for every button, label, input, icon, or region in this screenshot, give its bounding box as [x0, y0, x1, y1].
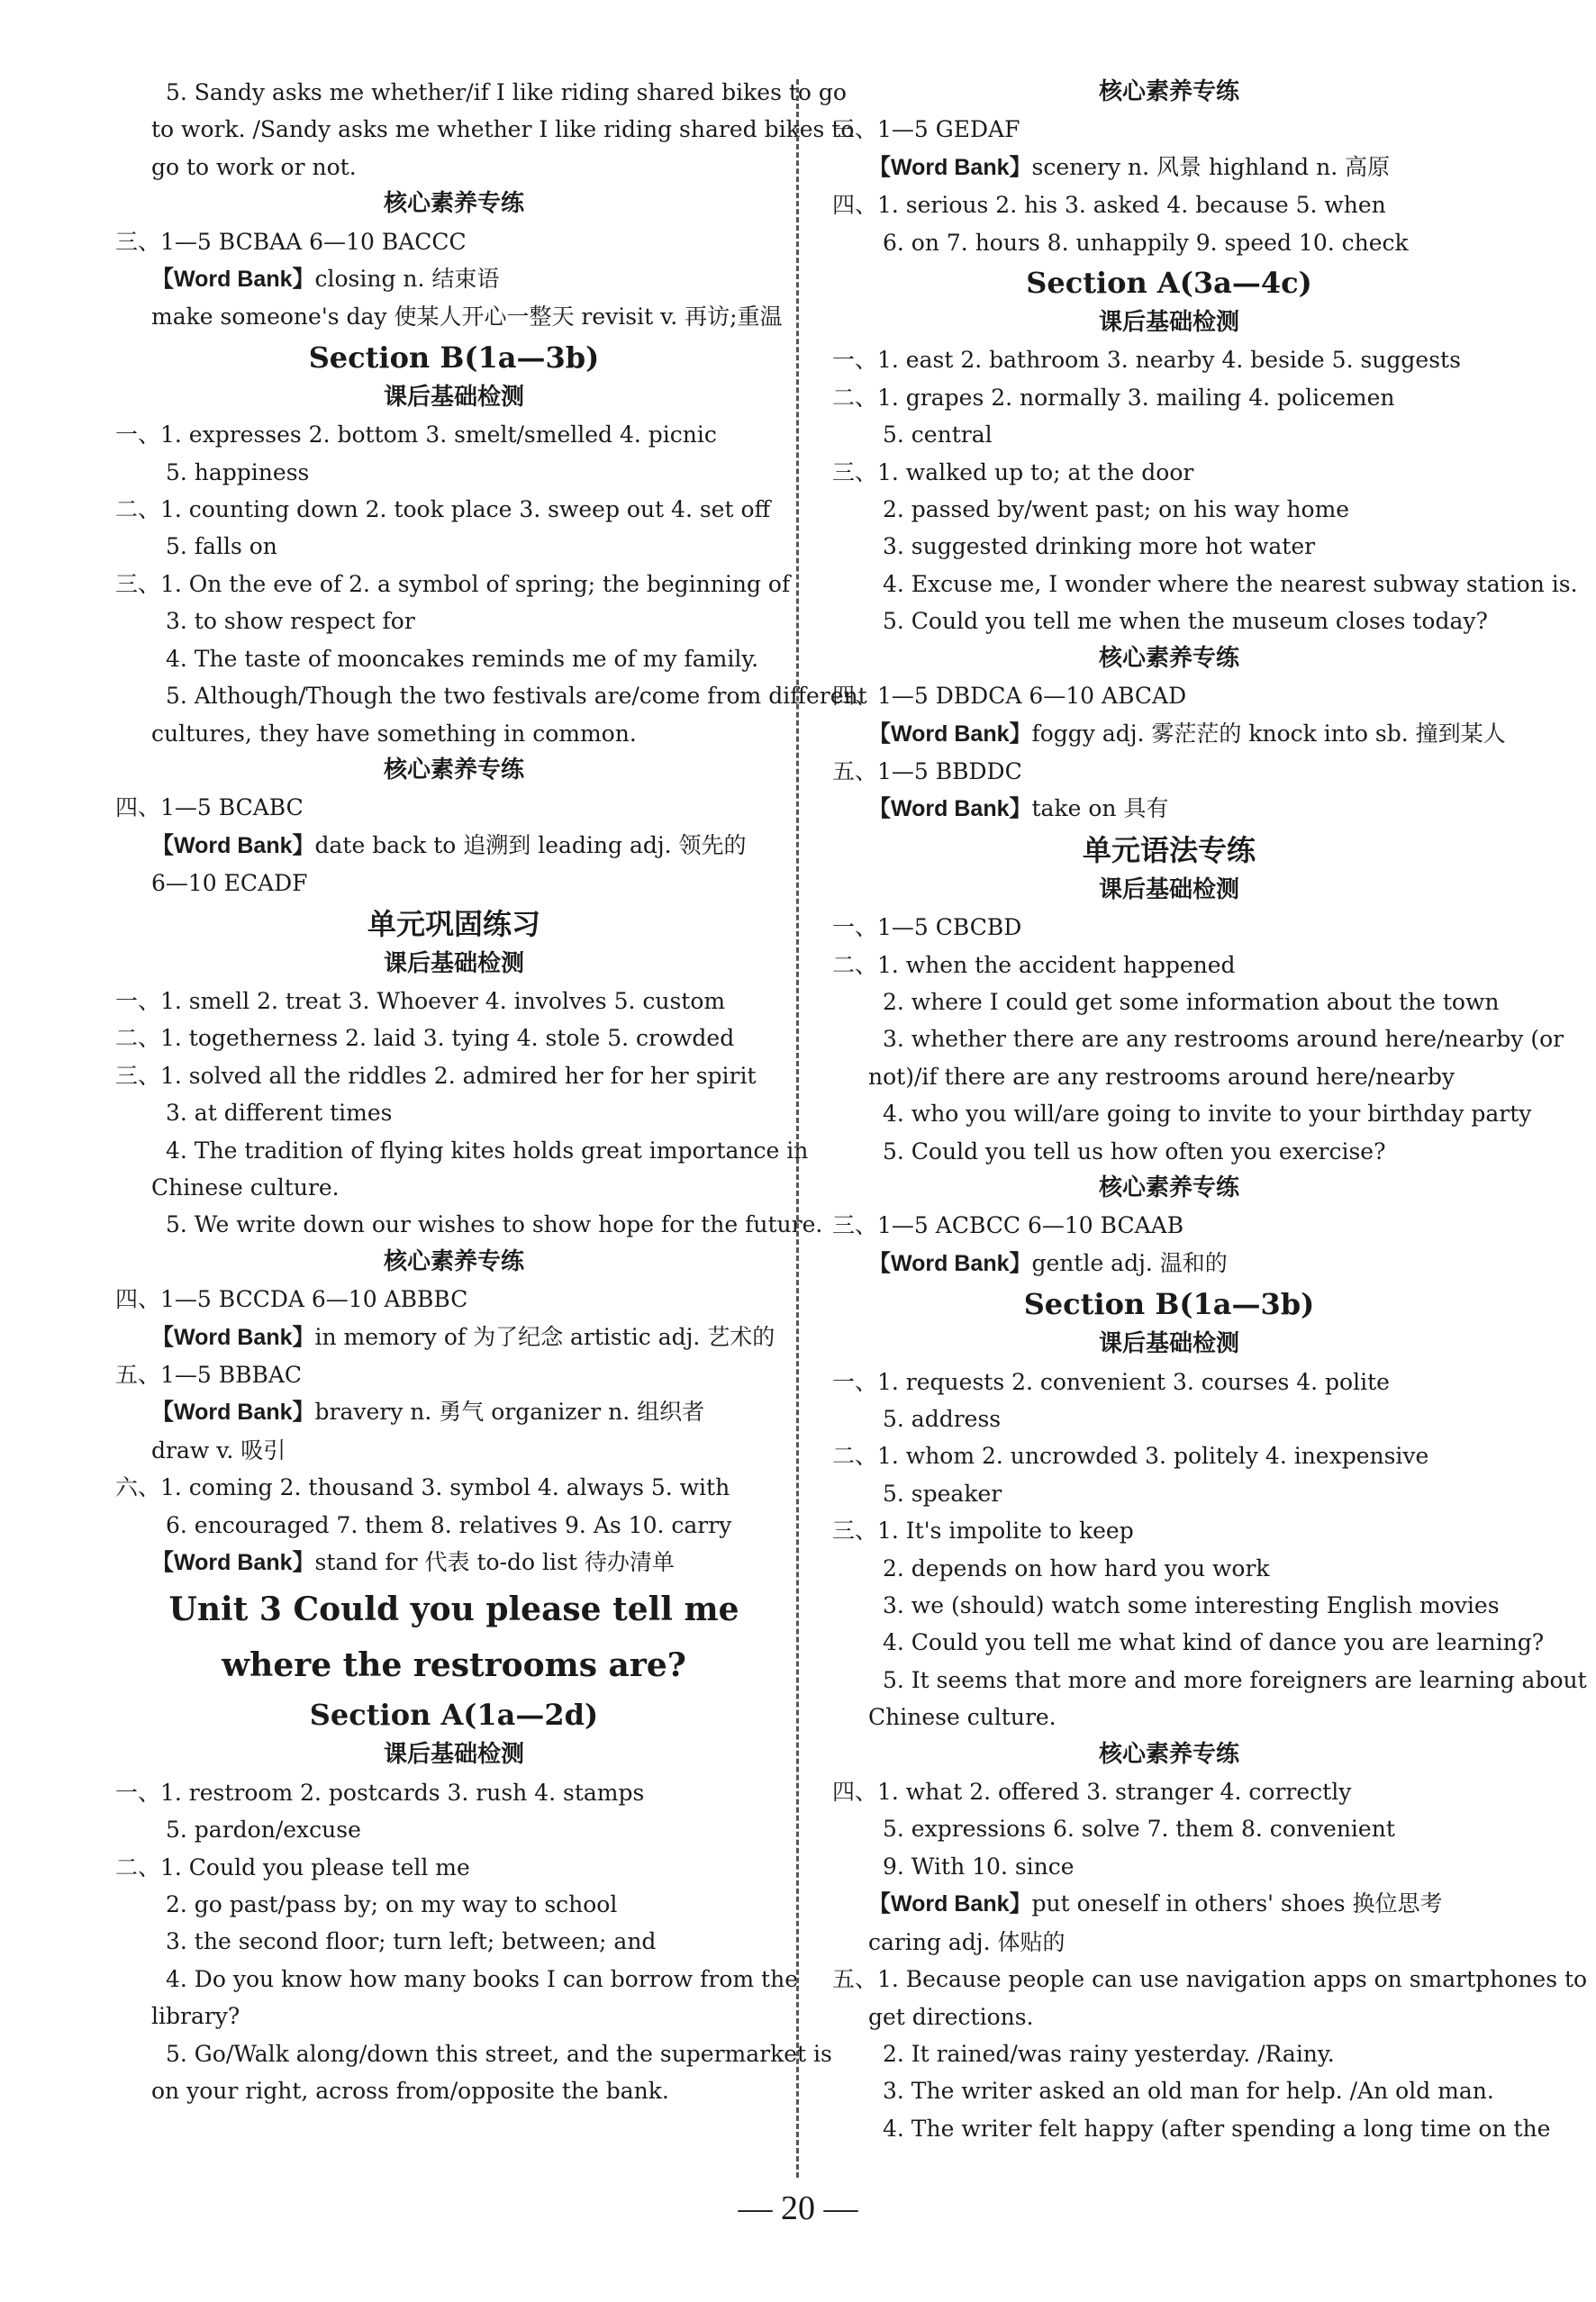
- answer-line: 5. Could you tell us how often you exercise?: [883, 1137, 1386, 1165]
- answer-line: 4. Excuse me, I wonder where the nearest subway station is.: [883, 570, 1578, 597]
- answer-line: to work. /Sandy asks me whether I like riding shared bikes to: [151, 116, 855, 143]
- answer-line: 三、1. It's impolite to keep: [832, 1518, 1134, 1545]
- word-bank-label: 【Word Bank】: [868, 721, 1032, 747]
- word-bank-label: 【Word Bank】: [868, 1891, 1032, 1917]
- answer-line: caring adj. 体贴的: [868, 1928, 1066, 1955]
- word-bank-text: foggy adj. 雾茫茫的 knock into sb. 撞到某人: [1031, 720, 1506, 747]
- word-bank-label: 【Word Bank】: [151, 832, 315, 858]
- section-heading: Section B(1a—3b): [308, 340, 600, 375]
- answer-line: 五、1. Because people can use navigation apps on smartphones to: [832, 1966, 1588, 1993]
- answer-line: 二、1. grapes 2. normally 3. mailing 4. policemen: [832, 384, 1395, 411]
- answer-line: 五、1—5 BBBAC: [115, 1362, 303, 1388]
- subsection-heading: 核心素养专练: [1098, 1740, 1239, 1768]
- word-bank-label: 【Word Bank】: [151, 1324, 315, 1350]
- subsection-heading: 核心素养专练: [1098, 644, 1239, 672]
- answer-line: 一、1. east 2. bathroom 3. nearby 4. beside 5. suggests: [832, 347, 1461, 374]
- answer-line: make someone's day 使某人开心一整天 revisit v. 再访;重温: [151, 304, 783, 331]
- answer-line: 2. where I could get some information about the town: [883, 988, 1500, 1015]
- word-bank-text: closing n. 结束语: [314, 266, 500, 293]
- word-bank-line: [832, 715, 1506, 753]
- word-bank-label: 【Word Bank】: [151, 1550, 315, 1576]
- section-heading: Section A(1a—2d): [309, 1698, 599, 1733]
- answer-line: 5. We write down our wishes to show hope for the future.: [166, 1211, 823, 1238]
- word-bank-text: bravery n. 勇气 organizer n. 组织者: [314, 1399, 705, 1426]
- answer-line: 5. address: [883, 1406, 1002, 1432]
- word-bank-line: [115, 1319, 793, 1356]
- answer-line: 2. depends on how hard you work: [883, 1554, 1270, 1581]
- word-bank-label: 【Word Bank】: [868, 796, 1032, 822]
- answer-line: 4. The writer felt happy (after spending a long time on the: [883, 2115, 1551, 2142]
- word-bank-line: [832, 1245, 1506, 1282]
- subsection-heading: 核心素养专练: [1098, 1174, 1239, 1201]
- answer-line: go to work or not.: [151, 153, 357, 180]
- subsection-heading: 核心素养专练: [383, 756, 524, 784]
- answer-line: 5. falls on: [166, 533, 277, 560]
- word-bank-line: [115, 260, 793, 298]
- answer-line: Chinese culture.: [868, 1704, 1056, 1731]
- answer-line: 6—10 ECADF: [151, 870, 308, 897]
- answer-line: 四、1—5 DBDCA 6—10 ABCAD: [832, 683, 1187, 710]
- answer-line: 一、1. requests 2. convenient 3. courses 4. polite: [832, 1368, 1390, 1395]
- answer-line: 五、1—5 BBDDC: [832, 757, 1022, 784]
- answer-line: 2. passed by/went past; on his way home: [883, 496, 1350, 523]
- answer-line: 4. Do you know how many books I can borrow from the: [166, 1965, 799, 1992]
- unit-title: where the restrooms are?: [222, 1646, 686, 1685]
- word-bank-label: 【Word Bank】: [151, 1400, 315, 1426]
- word-bank-text: scenery n. 风景 highland n. 高原: [1031, 153, 1391, 180]
- right-column: [832, 74, 1588, 2147]
- subsection-heading: 课后基础检测: [383, 383, 524, 411]
- answer-line: 4. The tradition of flying kites holds great importance in: [166, 1137, 809, 1164]
- word-bank-text: date back to 追溯到 leading adj. 领先的: [314, 831, 747, 858]
- word-bank-label: 【Word Bank】: [868, 1250, 1032, 1276]
- answer-line: 9. With 10. since: [883, 1853, 1075, 1880]
- word-bank-text: in memory of 为了纪念 artistic adj. 艺术的: [314, 1323, 775, 1350]
- answer-line: 一、1. smell 2. treat 3. Whoever 4. involves 5. custom: [115, 987, 726, 1014]
- section-heading: 单元巩固练习: [367, 906, 540, 941]
- word-bank-line: [115, 1544, 793, 1581]
- answer-line: 3. the second floor; turn left; between; and: [166, 1928, 657, 1955]
- answer-line: draw v. 吸引: [151, 1436, 286, 1464]
- answer-line: 四、1. serious 2. his 3. asked 4. because 5. when: [832, 192, 1386, 219]
- subsection-heading: 课后基础检测: [1098, 875, 1239, 903]
- word-bank-line: [115, 1393, 793, 1431]
- answer-line: 四、1—5 BCCDA 6—10 ABBBC: [115, 1286, 468, 1313]
- word-bank-label: 【Word Bank】: [151, 267, 315, 293]
- subsection-heading: 课后基础检测: [383, 1741, 524, 1769]
- subsection-heading: 课后基础检测: [1098, 309, 1239, 337]
- answer-line: library?: [151, 2003, 240, 2030]
- answer-line: 5. Could you tell me when the museum closes today?: [883, 608, 1488, 635]
- answer-line: 三、1. On the eve of 2. a symbol of spring; the beginning of: [115, 570, 791, 597]
- answer-line: 二、1. whom 2. uncrowded 3. politely 4. inexpensive: [832, 1443, 1429, 1470]
- answer-line: cultures, they have something in common.: [151, 720, 637, 747]
- answer-line: get directions.: [868, 2003, 1034, 2030]
- word-bank-line: [115, 827, 793, 865]
- answer-line: 三、1—5 ACBCC 6—10 BCAAB: [832, 1212, 1184, 1239]
- answer-line: 5. Although/Though the two festivals are/come from different: [166, 683, 867, 710]
- answer-line: 2. go past/pass by; on my way to school: [166, 1891, 618, 1918]
- answer-line: 二、1. togetherness 2. laid 3. tying 4. stole 5. crowded: [115, 1025, 735, 1052]
- answer-line: 5. It seems that more and more foreigners are learning about: [883, 1666, 1587, 1693]
- answer-line: 3. at different times: [166, 1100, 393, 1127]
- answer-line: 一、1. expresses 2. bottom 3. smelt/smelled 4. picnic: [115, 421, 717, 449]
- answer-line: 5. pardon/excuse: [166, 1817, 361, 1844]
- answer-line: 六、1. coming 2. thousand 3. symbol 4. always 5. with: [115, 1474, 730, 1501]
- answer-line: 三、1—5 BCBAA 6—10 BACCC: [115, 228, 467, 255]
- answer-line: 6. encouraged 7. them 8. relatives 9. As 10. carry: [166, 1511, 732, 1538]
- section-heading: 单元语法专练: [1082, 832, 1256, 867]
- subsection-heading: 课后基础检测: [1098, 1330, 1239, 1358]
- column-divider: [796, 79, 799, 2178]
- word-bank-line: [832, 790, 1506, 828]
- answer-line: 三、1. solved all the riddles 2. admired her for her spirit: [115, 1062, 757, 1089]
- answer-line: 一、1—5 CBCBD: [832, 914, 1022, 941]
- answer-line: 5. Go/Walk along/down this street, and the supermarket is: [166, 2040, 832, 2067]
- subsection-heading: 课后基础检测: [383, 949, 524, 977]
- answer-line: 2. It rained/was rainy yesterday. /Rainy.: [883, 2040, 1335, 2067]
- answer-line: 5. speaker: [883, 1480, 1002, 1507]
- answer-line: 二、1. counting down 2. took place 3. sweep out 4. set off: [115, 496, 771, 523]
- answer-line: 5. happiness: [166, 458, 310, 485]
- answer-line: 6. on 7. hours 8. unhappily 9. speed 10. check: [883, 229, 1409, 256]
- answer-line: 一、1. restroom 2. postcards 3. rush 4. stamps: [115, 1779, 645, 1806]
- answer-line: 四、1—5 BCABC: [115, 794, 304, 821]
- section-heading: Section A(3a—4c): [1026, 266, 1312, 301]
- subsection-heading: 核心素养专练: [383, 190, 524, 218]
- answer-line: 三、1. walked up to; at the door: [832, 458, 1194, 485]
- answer-line: 5. central: [883, 421, 993, 449]
- answer-line: 二、1. Could you please tell me: [115, 1853, 470, 1881]
- answer-line: on your right, across from/opposite the bank.: [151, 2078, 669, 2105]
- answer-line: 3. we (should) watch some interesting English movies: [883, 1592, 1500, 1619]
- subsection-heading: 核心素养专练: [383, 1247, 524, 1275]
- word-bank-line: [832, 149, 1506, 186]
- answer-line: 四、1. what 2. offered 3. stranger 4. correctly: [832, 1779, 1352, 1806]
- word-bank-text: gentle adj. 温和的: [1031, 1249, 1228, 1276]
- answer-line: 3. to show respect for: [166, 608, 415, 635]
- word-bank-line: [832, 1885, 1506, 1923]
- word-bank-text: stand for 代表 to-do list 待办清单: [314, 1549, 675, 1576]
- word-bank-label: 【Word Bank】: [868, 154, 1032, 180]
- answer-line: 4. who you will/are going to invite to your birthday party: [883, 1101, 1532, 1128]
- answer-line: 4. Could you tell me what kind of dance you are learning?: [883, 1629, 1545, 1656]
- word-bank-text: put oneself in others' shoes 换位思考: [1031, 1890, 1443, 1917]
- answer-line: 5. expressions 6. solve 7. them 8. convenient: [883, 1816, 1395, 1843]
- page-number: — 20 —: [738, 2189, 858, 2227]
- section-heading: Section B(1a—3b): [1023, 1287, 1315, 1322]
- word-bank-text: take on 具有: [1031, 795, 1169, 822]
- answer-line: 3. suggested drinking more hot water: [883, 533, 1316, 560]
- left-column: [115, 74, 867, 2110]
- answer-line: 3. whether there are any restrooms around here/nearby (or: [883, 1026, 1564, 1053]
- answer-line: 4. The taste of mooncakes reminds me of my family.: [166, 645, 759, 672]
- unit-title: Unit 3 Could you please tell me: [168, 1591, 739, 1629]
- subsection-heading: 核心素养专练: [1098, 78, 1239, 105]
- answer-line: 三、1—5 GEDAF: [832, 116, 1020, 143]
- answer-line: not)/if there are any restrooms around here/nearby: [868, 1063, 1455, 1090]
- answer-line: 5. Sandy asks me whether/if I like riding shared bikes to go: [166, 79, 847, 105]
- answer-line: Chinese culture.: [151, 1174, 340, 1201]
- answer-line: 3. The writer asked an old man for help. /An old man.: [883, 2078, 1494, 2105]
- answer-line: 二、1. when the accident happened: [832, 951, 1236, 978]
